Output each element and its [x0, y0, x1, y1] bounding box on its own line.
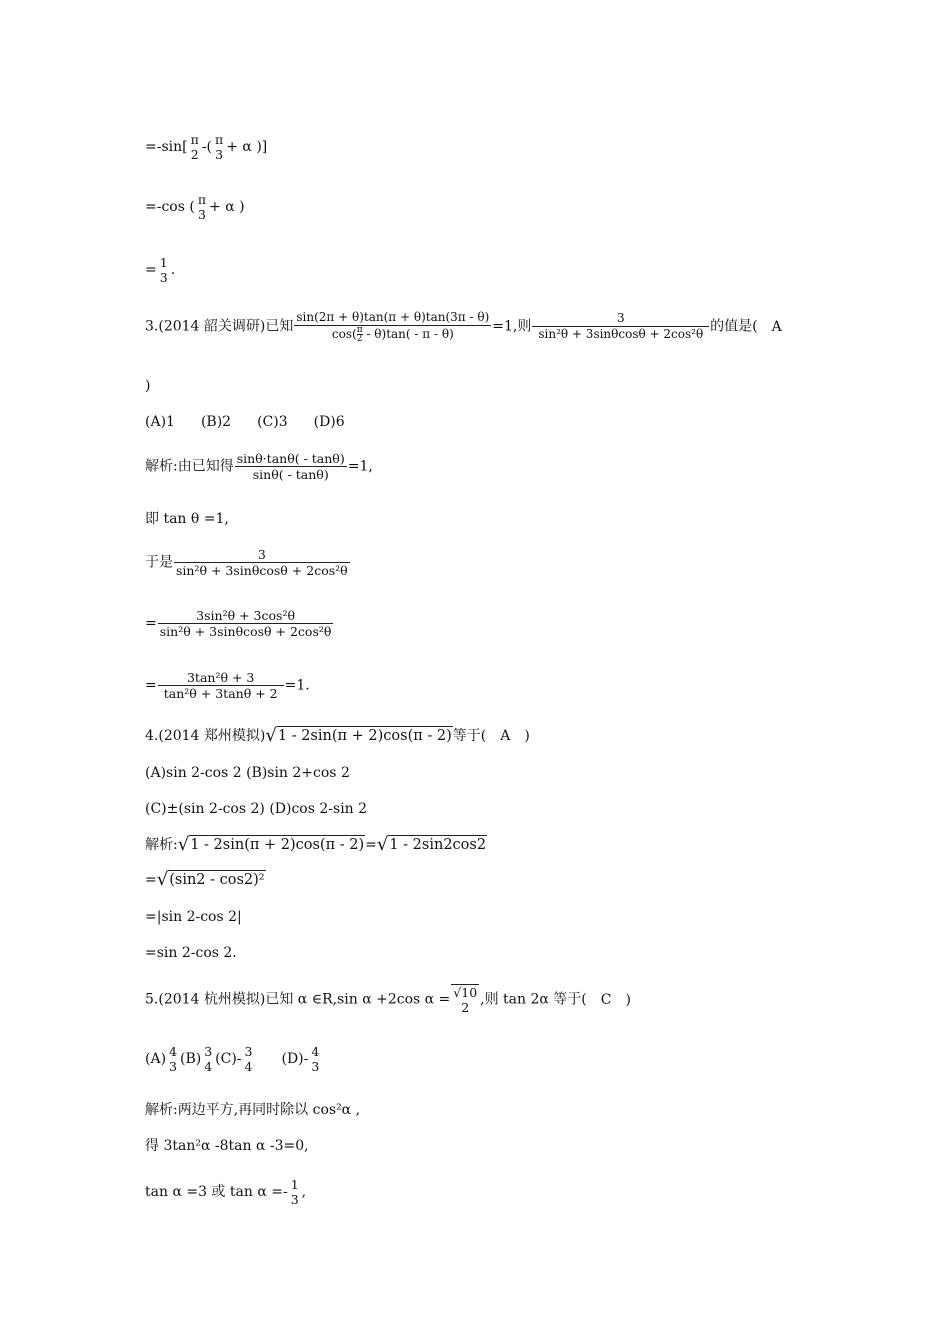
q5-solution-step-1: 解析:两边平方,再同时除以 cos²α ,	[145, 1102, 361, 1118]
fraction: $\frac{\text{3tan²θ + 3}}{\text{tan²θ + 3tanθ + 2}}$	[158, 670, 284, 701]
q3-solution-step-3: 于是 $\frac{3}{\text{sin²θ + 3sinθcosθ + 2cos²θ}}$	[145, 547, 348, 578]
q4-solution-step-3: =|sin 2-cos 2|	[145, 909, 242, 925]
fraction-target-expression: $\frac{3}{\text{sin²θ + 3sinθcosθ + 2cos²θ}}$	[532, 311, 709, 342]
step-line-1: =-sin[ π 2 -( π 3 + α )]	[145, 132, 268, 162]
step-line-2: =-cos ( π 3 + α )	[145, 192, 245, 222]
answer-letter: A	[500, 728, 511, 744]
question-3-close: )	[145, 378, 151, 394]
q5-solution-step-2: 得 3tan²α -8tan α -3=0,	[145, 1138, 309, 1154]
q3-solution-step-2: 即 tan θ =1,	[145, 511, 229, 527]
option-b-fraction: 3 4	[204, 1044, 213, 1074]
fraction: $\frac{\sin\theta\cdot\tan\theta( - \tan\theta)}{\sin\theta( - \tan\theta)}$	[236, 451, 345, 482]
square-root: √(sin2 - cos2)²	[156, 869, 265, 890]
question-4: 4.(2014 郑州模拟)√1 - 2sin(π + 2)cos(π - 2)等于( A )	[145, 725, 530, 746]
question-5-options: (A) 4 3 (B) 3 4 (C)- 3 4 (D)- 4 3	[145, 1044, 320, 1074]
fraction-pi-over-3: π 3	[197, 192, 207, 222]
square-root: √1 - 2sin(π + 2)cos(π - 2)	[265, 725, 452, 746]
question-3-options	[145, 412, 345, 432]
option-d-fraction: 4 3	[311, 1044, 320, 1074]
answer-letter: A	[771, 318, 782, 335]
question-4-options-cd: (C)±(sin 2-cos 2) (D)cos 2-sin 2	[145, 801, 368, 817]
option-a: (A)1	[145, 414, 175, 430]
q3-solution-step-5: = $\frac{\text{3tan²θ + 3}}{\text{tan²θ + 3tanθ + 2}}$ =1.	[145, 670, 310, 701]
question-4-options-ab: (A)sin 2-cos 2 (B)sin 2+cos 2	[145, 765, 350, 781]
answer-letter: C	[600, 991, 612, 1008]
q4-solution-step-2: =√(sin2 - cos2)²	[145, 869, 265, 890]
option-b: (B)2	[200, 414, 232, 430]
fraction-pi-over-2-small: $\frac{\pi}{2}$	[356, 325, 363, 344]
step-line-3: = 1 3 .	[145, 255, 176, 285]
fraction-given-expression: sin(2π + θ)tan(π + θ)tan(3π - θ) cos( $\frac{\pi}{2}$ - θ)tan( - π - θ)	[296, 310, 490, 344]
option-c-fraction: 3 4	[244, 1044, 253, 1074]
q5-solution-step-3: tan α =3 或 tan α =- 1 3 ,	[145, 1177, 307, 1207]
fraction-pi-over-2: π 2	[190, 132, 199, 162]
q3-solution-step-4: = $\frac{\text{3sin²θ + 3cos²θ}}{\text{sin²θ + 3sinθcosθ + 2cos²θ}}$	[145, 608, 332, 639]
square-root: √1 - 2sin(π + 2)cos(π - 2)	[177, 834, 365, 855]
fraction-one-third: 1 3	[159, 255, 168, 285]
option-d: (D)6	[313, 414, 345, 430]
fraction-sqrt10-over-2: √10 2	[453, 985, 478, 1015]
q4-solution-step-1: 解析:√1 - 2sin(π + 2)cos(π - 2)=√1 - 2sin2cos2	[145, 834, 487, 855]
question-3: 3.(2014 韶关调研)已知 sin(2π + θ)tan(π + θ)tan(3π - θ) cos( $\frac{\pi}{2}$ - θ)tan( - π - θ) =1,则 $\frac{3}{\text{sin²θ + 3sinθcosθ + 2cos²θ}}$ 的值是( A	[145, 310, 782, 344]
question-5: 5.(2014 杭州模拟)已知 α ∈R,sin α +2cos α = √10 2 ,则 tan 2α 等于( C )	[145, 985, 631, 1015]
option-a-fraction: 4 3	[169, 1044, 177, 1074]
fraction: $\frac{3}{\text{sin²θ + 3sinθcosθ + 2cos²θ}}$	[176, 547, 348, 578]
option-c: (C)3	[257, 414, 288, 430]
q3-solution-step-1: 解析:由已知得 $\frac{\sin\theta\cdot\tan\theta( - \tan\theta)}{\sin\theta( - \tan\theta)}$ =1,	[145, 451, 373, 482]
fraction-pi-over-3: π 3	[215, 132, 224, 162]
q4-solution-step-4: =sin 2-cos 2.	[145, 945, 237, 961]
fraction-one-third: 1 3	[290, 1177, 299, 1207]
square-root: √1 - 2sin2cos2	[376, 834, 487, 855]
fraction: $\frac{\text{3sin²θ + 3cos²θ}}{\text{sin²θ + 3sinθcosθ + 2cos²θ}}$	[159, 608, 332, 639]
